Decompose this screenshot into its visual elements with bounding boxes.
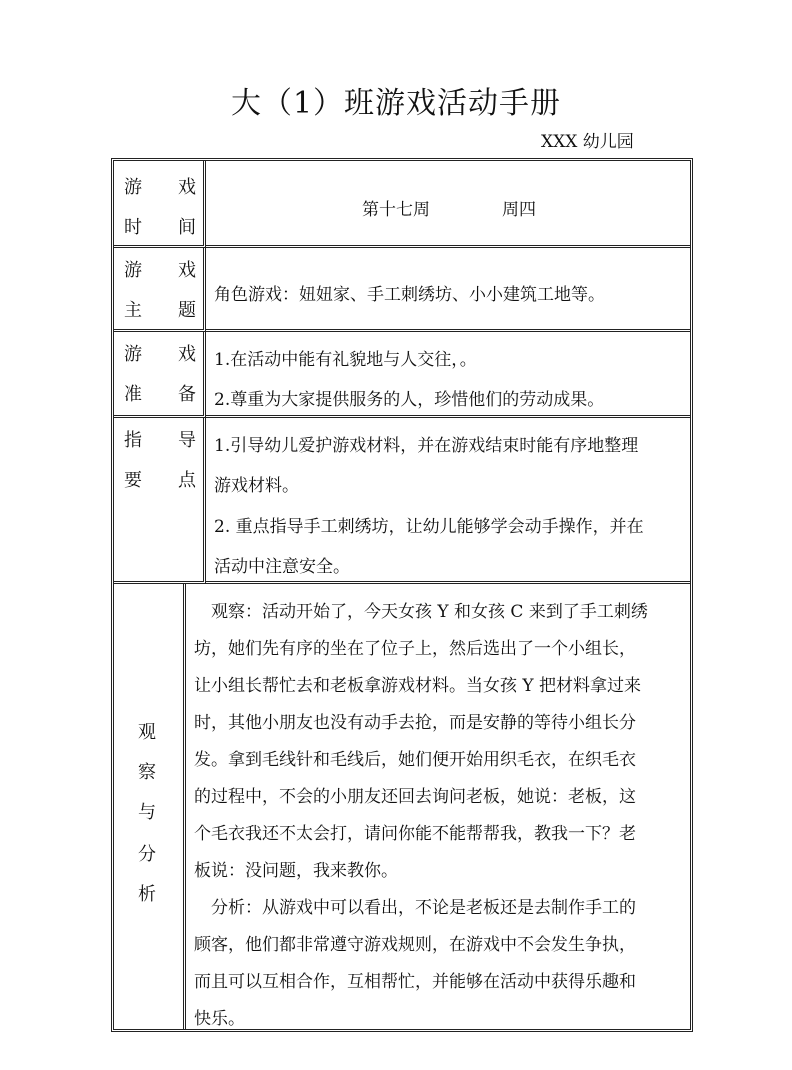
guide-line-3: 2. 重点指导手工刺绣坊，让幼儿能够学会动手操作，并在 xyxy=(214,517,644,537)
guide-label-char: 导 xyxy=(178,430,196,451)
observe-line: 的过程中，不会的小朋友还回去询问老板，她说：老板，这 xyxy=(194,787,636,807)
time-label-line-2 xyxy=(124,219,196,237)
guide-line-4: 活动中注意安全。 xyxy=(214,557,350,577)
time-label-char: 戏 xyxy=(178,177,196,198)
time-label-line-1 xyxy=(124,179,196,197)
observe-line: 时，其他小朋友也没有动手去抢，而是安静的等待小组长分 xyxy=(194,713,636,733)
theme-label-char: 戏 xyxy=(178,260,196,281)
document-title: 大（1）班游戏活动手册 xyxy=(230,86,562,121)
time-label-char: 游 xyxy=(124,177,142,198)
prep-label-char: 戏 xyxy=(178,344,196,365)
theme-content-cell xyxy=(206,248,690,332)
observe-label-char: 察 xyxy=(138,762,156,783)
day-text: 周四 xyxy=(502,200,536,220)
observe-line: 个毛衣我还不太会打，请问你能不能帮帮我，教我一下？老 xyxy=(194,824,636,844)
observe-content-cell xyxy=(186,584,690,1029)
prep-label-char: 游 xyxy=(124,344,142,365)
theme-label-char: 游 xyxy=(124,260,142,281)
school-name: XXX 幼儿园 xyxy=(541,132,634,152)
activity-table xyxy=(111,158,693,1032)
time-label-cell xyxy=(114,161,206,248)
time-label-char: 间 xyxy=(178,217,196,238)
prep-label-line-2 xyxy=(124,386,196,404)
observe-line: 板说：没问题，我来教你。 xyxy=(194,861,398,881)
analysis-line: 顾客，他们都非常遵守游戏规则，在游戏中不会发生争执， xyxy=(194,935,636,955)
observe-line: 让小组长帮忙去和老板拿游戏材料。当女孩 Y 把材料拿过来 xyxy=(194,676,642,696)
theme-label-line-1 xyxy=(124,262,196,280)
prep-label-cell xyxy=(114,332,206,418)
guide-label-cell xyxy=(114,418,206,584)
theme-label-char: 题 xyxy=(178,300,196,321)
observe-label-char: 析 xyxy=(138,884,156,905)
prep-line-1: 1.在活动中能有礼貌地与人交往，。 xyxy=(214,350,477,370)
analysis-line: 分析：从游戏中可以看出，不论是老板还是去制作手工的 xyxy=(194,898,636,918)
analysis-line: 而且可以互相合作，互相帮忙，并能够在活动中获得乐趣和 xyxy=(194,972,636,992)
guide-label-char: 指 xyxy=(124,430,142,451)
guide-label-line-2 xyxy=(124,472,196,490)
observe-label-cell xyxy=(114,584,186,1029)
theme-text: 角色游戏：妞妞家、手工刺绣坊、小小建筑工地等。 xyxy=(214,285,605,305)
prep-label-char: 备 xyxy=(178,384,196,405)
guide-label-char: 点 xyxy=(178,470,196,491)
guide-line-1: 1.引导幼儿爱护游戏材料，并在游戏结束时能有序地整理 xyxy=(214,436,639,456)
observe-label-char: 分 xyxy=(138,844,156,865)
guide-label-char: 要 xyxy=(124,470,142,491)
observe-line: 坊，她们先有序的坐在了位子上，然后选出了一个小组长， xyxy=(194,639,636,659)
prep-label-char: 准 xyxy=(124,384,142,405)
observe-line: 发。拿到毛线针和毛线后，她们便开始用织毛衣，在织毛衣 xyxy=(194,750,636,770)
analysis-line: 快乐。 xyxy=(194,1009,245,1029)
theme-label-cell xyxy=(114,248,206,332)
time-label-char: 时 xyxy=(124,217,142,238)
week-text: 第十七周 xyxy=(362,200,430,220)
time-content-cell xyxy=(206,161,690,248)
observe-label-char: 观 xyxy=(138,722,156,743)
guide-line-2: 游戏材料。 xyxy=(214,476,299,496)
observe-label-char: 与 xyxy=(138,802,156,823)
observe-line: 观察：活动开始了，今天女孩 Y 和女孩 C 来到了手工刺绣 xyxy=(194,602,648,622)
theme-label-line-2 xyxy=(124,302,196,320)
prep-content-cell xyxy=(206,332,690,418)
guide-content-cell xyxy=(206,418,690,584)
prep-line-2: 2.尊重为大家提供服务的人，珍惜他们的劳动成果。 xyxy=(214,390,605,410)
guide-label-line-1 xyxy=(124,432,196,450)
theme-label-char: 主 xyxy=(124,300,142,321)
prep-label-line-1 xyxy=(124,346,196,364)
